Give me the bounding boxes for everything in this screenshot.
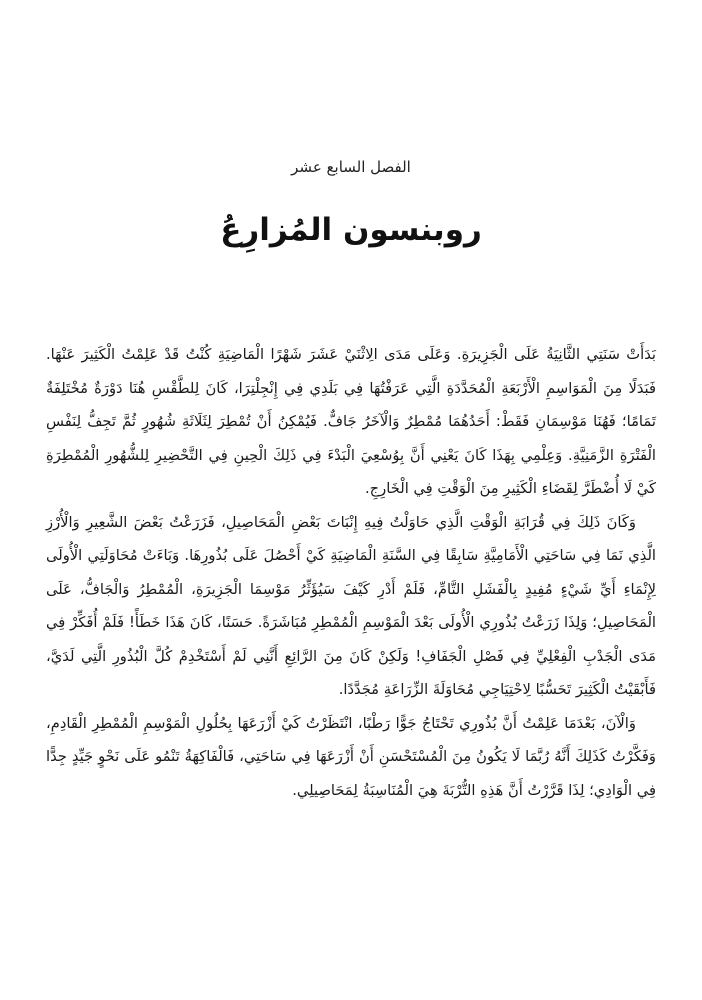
paragraph-1: بَدَأَتْ سَنَتِي الثَّانِيَةُ عَلَى الْجَزِيرَةِ. وَعَلَى مَدَى الِاثْنَيْ عَشَرَ شَهْرًا الْمَاضِيَةِ كُنْتُ قَدْ عَلِمْتُ الْكَثِيرَ عَنْهَا. فَبَدَلًا مِنَ الْمَوَاسِمِ الْأَرْبَعَةِ الْمُحَدَّدَةِ الَّتِي عَرَفْتُهَا فِي بَلَدِي فِي إِنْجِلْتِرَا، كَانَ لِلطَّقْسِ هُنَا دَوْرَةٌ مُخْتَلِفَةٌ تَمَامًا؛ فَهُنَا مَوْسِمَانِ فَقَطْ: أَحَدُهُمَا مُمْطِرٌ وَالْآخَرُ جَافٌّ. فَيُمْكِنُ أَنْ تُمْطِرَ لِثَلَاثَةِ شُهُورٍ ثُمَّ تَجِفُّ لِنَفْسِ الْفَتْرَةِ الزَّمَنِيَّةِ. وَعِلْمِي بِهَذَا كَانَ يَعْنِي أَنَّ بِوُسْعِيَ الْبَدْءَ فِي ذَلِكَ الْحِينِ فِي التَّحْضِيرِ لِلشُّهُورِ الْمُمْطِرَةِ كَيْ لَا أُضْطَرَّ لِقَضَاءِ الْكَثِيرِ مِنَ الْوَقْتِ فِي الْخَارِجِ. <box>46 346 656 497</box>
chapter-title: روبنسون المُزارِعُ <box>220 212 482 248</box>
chapter-body <box>46 338 656 807</box>
paragraph-3: وَالْآنَ، بَعْدَمَا عَلِمْتُ أَنَّ بُذُورِي تَحْتَاجُ جَوًّا رَطْبًا، انْتَظَرْتُ كَيْ أَزْرَعَهَا بِحُلُولِ الْمَوْسِمِ الْمُمْطِرِ الْقَادِمِ، وَفَكَّرْتُ كَذَلِكَ أَنَّهُ رُبَّمَا لَا يَكُونُ مِنَ الْمُسْتَحْسَنِ أَنْ أَزْرَعَهَا فِي سَاحَتِي، فَالْفَاكِهَةُ تَنْمُو عَلَى نَحْوٍ جَيِّدٍ جِدًّا فِي الْوَادِي؛ لِذَا قَرَّرْتُ أَنَّ هَذِهِ التُّرْبَةَ هِيَ الْمُنَاسِبَةُ لِمَحَاصِيلِي. <box>46 714 656 799</box>
chapter-label: الفصل السابع عشر <box>291 158 411 176</box>
paragraph-2: وَكَانَ ذَلِكَ فِي قُرَابَةِ الْوَقْتِ الَّذِي حَاوَلْتُ فِيهِ إِنْبَاتَ بَعْضِ الْمَحَاصِيلِ، فَزَرَعْتُ بَعْضَ الشَّعِيرِ وَالْأُرْزِ الَّذِي نَمَا فِي سَاحَتِي الْأَمَامِيَّةِ سَابِقًا فِي السَّنَةِ الْمَاضِيَةِ كَيْ أَحْصُلَ عَلَى بُذُورِهَا. وَبَاءَتْ مُحَاوَلَتِي الْأُولَى لِإِنْمَاءِ أَيِّ شَيْءٍ مُفِيدٍ بِالْفَشَلِ التَّامِّ، فَلَمْ أَدْرِ كَيْفَ سَيُؤَثِّرُ مَوْسِمَا الْجَزِيرَةِ، الْمُمْطِرُ وَالْجَافُّ، عَلَى الْمَحَاصِيلِ؛ وَلِذَا زَرَعْتُ بُذُورِي الْأُولَى بَعْدَ الْمَوْسِمِ الْمُمْطِرِ مُبَاشَرَةً. حَسَنًا، كَانَ هَذَا خَطَأً! فَلَمْ أُفَكِّرْ فِي مَدَى الْجَدْبِ الْفِعْلِيِّ فِي فَصْلِ الْجَفَافِ! وَلَكِنْ كَانَ مِنَ الرَّائِعِ أَنَّنِي لَمْ أَسْتَخْدِمْ كُلَّ الْبُذُورِ الَّتِي لَدَيَّ، فَأَبْقَيْتُ الْكَثِيرَ تَحَسُّبًا لِاحْتِيَاجِي مُحَاوَلَةَ الزِّرَاعَةِ مُجَدَّدًا. <box>46 513 656 698</box>
